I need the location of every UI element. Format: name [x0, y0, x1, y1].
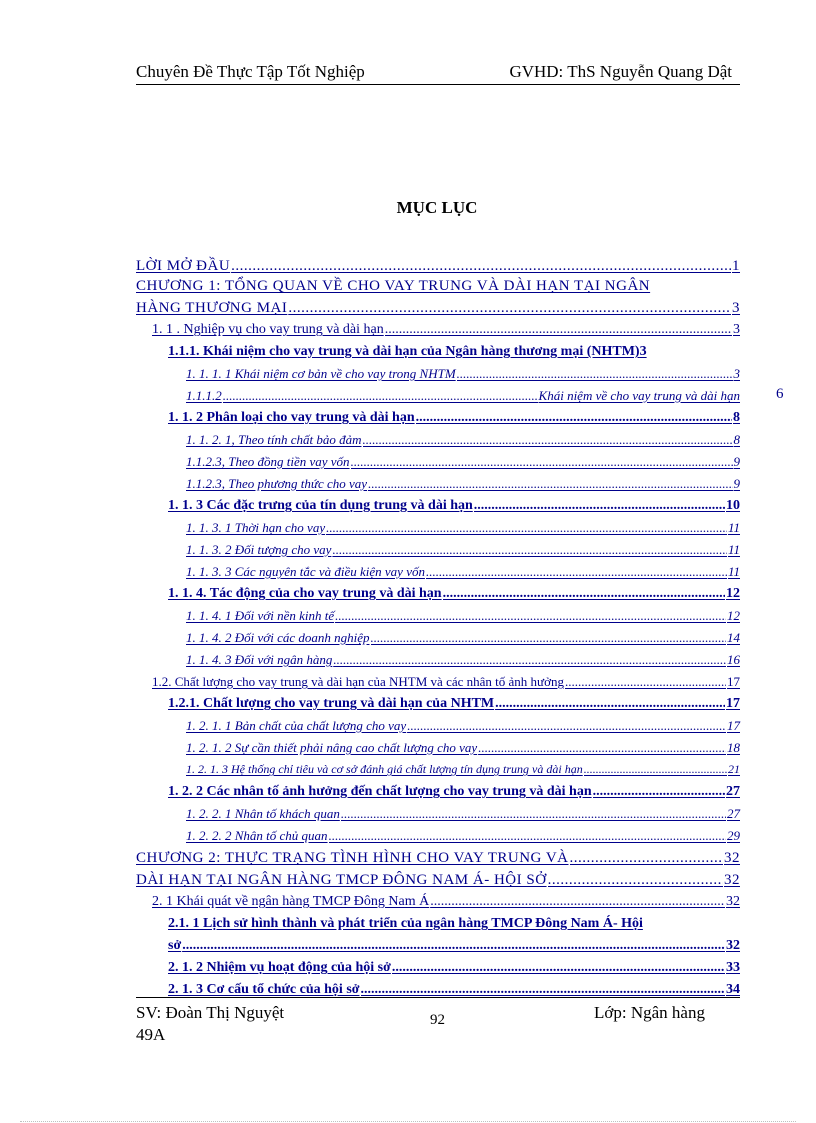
toc-entry-2-1-1-cont[interactable]: sở ..... 32 — [168, 938, 740, 954]
toc-entry-1-1-2-1[interactable]: 1. 1. 2. 1, Theo tính chất bảo đảm ..... 8 — [186, 432, 740, 448]
toc-entry-1-2-2[interactable]: 1. 2. 2 Các nhân tố ảnh hưởng đến chất lượng cho vay trung và dài hạn ..... 27 — [168, 784, 740, 800]
toc-entry-1-2[interactable]: 1.2. Chất lượng cho vay trung và dài hạn của NHTM và các nhân tố ảnh hưởng ..... 17 — [152, 674, 740, 690]
toc-entry-intro[interactable]: LỜI MỞ ĐẦU ..... 1 — [136, 258, 740, 275]
toc-entry-1-2-2-1[interactable]: 1. 2. 2. 1 Nhân tố khách quan ..... 27 — [186, 806, 740, 822]
toc-entry-1-2-1-2[interactable]: 1. 2. 1. 2 Sự cần thiết phải nâng cao chất lượng cho vay ..... 18 — [186, 740, 740, 756]
toc-entry-chapter-2[interactable]: CHƯƠNG 2: THỰC TRẠNG TÌNH HÌNH CHO VAY TRUNG VÀ ..... 32 — [136, 850, 740, 867]
toc-page-1-1-1-2: 6 — [776, 386, 784, 402]
page-header — [136, 60, 740, 85]
header-report-title: Chuyên Đề Thực Tập Tốt Nghiệp — [136, 62, 365, 81]
page-bottom-border — [20, 1121, 796, 1122]
footer-divider — [136, 997, 740, 998]
footer-class-code: 49A — [136, 1025, 166, 1044]
toc-entry-1-1-4-3[interactable]: 1. 1. 4. 3 Đối với ngân hàng ..... 16 — [186, 652, 740, 668]
footer-student: SV: Đoàn Thị Nguyệt — [136, 1003, 285, 1022]
toc-entry-1-1-1[interactable]: 1.1.1. Khái niệm cho vay trung và dài hạn của Ngân hàng thương mại (NHTM) 3 — [168, 344, 647, 359]
toc-entry-2-1-3[interactable]: 2. 1. 3 Cơ cấu tổ chức của hội sở ..... 34 — [168, 982, 740, 998]
toc-entry-1-1-4[interactable]: 1. 1. 4. Tác động của cho vay trung và dài hạn ..... 12 — [168, 586, 740, 602]
toc-entry-1-1-1-1[interactable]: 1. 1. 1. 1 Khái niệm cơ bản về cho vay trong NHTM ..... 3 — [186, 366, 740, 382]
toc-entry-1-1-3[interactable]: 1. 1. 3 Các đặc trưng của tín dụng trung và dài hạn ..... 10 — [168, 498, 740, 514]
toc-entry-chapter-2-cont[interactable]: DÀI HẠN TẠI NGÂN HÀNG TMCP ĐÔNG NAM Á- HỘI SỞ ..... 32 — [136, 872, 740, 889]
toc-entry-2-1-1[interactable]: 2.1. 1 Lịch sử hình thành và phát triển của ngân hàng TMCP Đông Nam Á- Hội — [168, 916, 643, 931]
footer-major: Lớp: Ngân hàng — [594, 1003, 705, 1022]
toc-entry-1-1-3-3[interactable]: 1. 1. 3. 3 Các nguyên tắc và điều kiện vay vốn ..... 11 — [186, 564, 740, 580]
toc-entry-1-1[interactable]: 1. 1 . Nghiệp vụ cho vay trung và dài hạn ..... 3 — [152, 322, 740, 338]
toc-entry-1-2-1-1[interactable]: 1. 2. 1. 1 Bản chất của chất lượng cho vay ..... 17 — [186, 718, 740, 734]
toc-entry-1-1-1-2[interactable]: 1.1.1.2 ..... Khái niệm về cho vay trung và dài hạn — [186, 388, 740, 404]
toc-entry-1-2-1-3[interactable]: 1. 2. 1. 3 Hệ thống chỉ tiêu và cơ sở đánh giá chất lượng tín dụng trung và dài hạn ..... 21 — [186, 762, 740, 777]
toc-entry-1-1-2[interactable]: 1. 1. 2 Phân loại cho vay trung và dài hạn ..... 8 — [168, 410, 740, 426]
toc-entry-chapter-1-cont[interactable]: HÀNG THƯƠNG MẠI ..... 3 — [136, 300, 740, 317]
toc-entry-1-1-3-1[interactable]: 1. 1. 3. 1 Thời hạn cho vay ..... 11 — [186, 520, 740, 536]
toc-entry-1-2-1[interactable]: 1.2.1. Chất lượng cho vay trung và dài hạn của NHTM ..... 17 — [168, 696, 740, 712]
toc-entry-1-1-2-3[interactable]: 1.1.2.3, Theo phương thức cho vay ..... 9 — [186, 476, 740, 492]
toc-entry-2-1-2[interactable]: 2. 1. 2 Nhiệm vụ hoạt động của hội sở ..... 33 — [168, 960, 740, 976]
toc-title: MỤC LỤC — [396, 198, 478, 217]
toc-entry-2-1[interactable]: 2. 1 Khái quát về ngân hàng TMCP Đông Nam Á ..... 32 — [152, 894, 740, 910]
toc-entry-1-1-3-2[interactable]: 1. 1. 3. 2 Đối tượng cho vay ..... 11 — [186, 542, 740, 558]
header-supervisor: GVHD: ThS Nguyễn Quang Dật — [509, 62, 732, 81]
toc-entry-1-1-2-2[interactable]: 1.1.2.3, Theo đồng tiền vay vốn ..... 9 — [186, 454, 740, 470]
toc-entry-1-1-4-1[interactable]: 1. 1. 4. 1 Đối với nền kinh tế ..... 12 — [186, 608, 740, 624]
toc-entry-1-2-2-2[interactable]: 1. 2. 2. 2 Nhân tố chủ quan ..... 29 — [186, 828, 740, 844]
toc-entry-chapter-1[interactable]: CHƯƠNG 1: TỔNG QUAN VỀ CHO VAY TRUNG VÀ DÀI HẠN TẠI NGÂN — [136, 278, 651, 294]
footer-page-number: 92 — [430, 1012, 445, 1028]
toc-entry-1-1-4-2[interactable]: 1. 1. 4. 2 Đối với các doanh nghiệp ..... 14 — [186, 630, 740, 646]
